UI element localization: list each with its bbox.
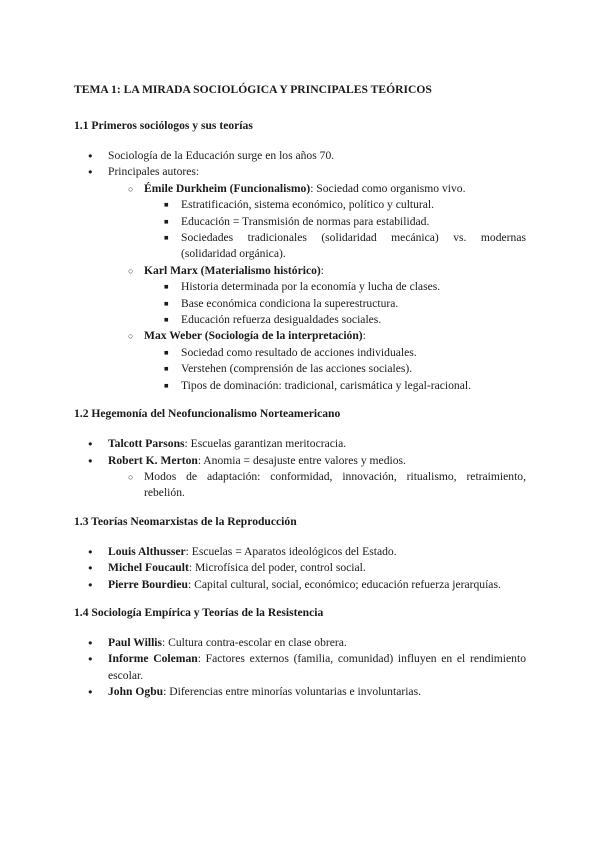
author-name: Émile Durkheim (Funcionalismo) <box>144 181 311 195</box>
list-item-text: Historia determinada por la economía y lucha de clases. <box>181 280 441 294</box>
author-name: Karl Marx (Materialismo histórico) <box>144 263 321 277</box>
section-heading: 1.1 Primeros sociólogos y sus teorías <box>74 119 253 132</box>
author-name: Talcott Parsons <box>108 437 185 451</box>
section <box>74 406 526 502</box>
list-item <box>74 635 526 651</box>
list-item <box>74 651 526 684</box>
list-item <box>74 469 526 502</box>
list-item <box>74 345 526 361</box>
list-item-text: Principales autores: <box>108 165 200 179</box>
list-item <box>74 263 526 279</box>
author-name: Michel Foucault <box>108 561 189 575</box>
list-item <box>74 296 526 312</box>
section <box>74 118 526 394</box>
bullet-list <box>74 148 526 394</box>
list-item-text: : <box>320 263 324 277</box>
author-name: Louis Althusser <box>108 544 186 558</box>
list-item <box>74 544 526 560</box>
list-item-text: Base económica condiciona la superestructura. <box>181 296 399 310</box>
list-item <box>74 214 526 230</box>
section-heading: 1.3 Teorías Neomarxistas de la Reproducción <box>74 514 297 528</box>
list-item <box>74 328 526 344</box>
list-item-text: : Capital cultural, social, económico; educación refuerza jerarquías. <box>187 577 501 591</box>
list-item-text: : Escuelas garantizan meritocracia. <box>184 437 347 451</box>
list-item-text: Sociedades tradicionales (solidaridad mecánica) vs. modernas (solidaridad orgánica). <box>181 231 526 261</box>
bullet-list <box>74 544 526 593</box>
list-item-text: : Escuelas = Aparatos ideológicos del Estado. <box>185 544 397 558</box>
list-item <box>74 378 526 394</box>
list-item-text: : Microfísica del poder, control social. <box>188 561 366 575</box>
list-item <box>74 436 526 452</box>
section <box>74 605 526 701</box>
list-item <box>74 164 526 180</box>
list-item <box>74 230 526 263</box>
list-item <box>74 560 526 576</box>
list-item-text: Estratificación, sistema económico, político y cultural. <box>181 198 435 212</box>
list-item-text: Sociología de la Educación surge en los años 70. <box>108 149 335 162</box>
bullet-list <box>74 436 526 502</box>
author-name: Informe Coleman <box>108 652 198 666</box>
list-item-text: : Sociedad como organismo vivo. <box>310 181 466 195</box>
list-item <box>74 684 526 700</box>
list-item-text: Educación = Transmisión de normas para estabilidad. <box>181 214 430 228</box>
author-name: Pierre Bourdieu <box>108 577 188 591</box>
author-name: Robert K. Merton <box>108 453 198 467</box>
list-item-text: : <box>362 329 366 343</box>
section-heading: 1.4 Sociología Empírica y Teorías de la Resistencia <box>74 605 324 619</box>
section-heading: 1.2 Hegemonía del Neofuncionalismo Norteamericano <box>74 407 341 421</box>
list-item <box>74 181 526 197</box>
list-item-text: : Factores externos (familia, comunidad) influyen en el rendimiento escolar. <box>108 652 526 682</box>
list-item <box>74 197 526 213</box>
author-name: Paul Willis <box>108 635 163 649</box>
document-title: TEMA 1: LA MIRADA SOCIOLÓGICA Y PRINCIPALES TEÓRICOS <box>74 83 432 96</box>
author-name: Max Weber (Sociología de la interpretación) <box>144 329 363 343</box>
bullet-list <box>74 635 526 701</box>
list-item-text: Modos de adaptación: conformidad, innovación, ritualismo, retraimiento, rebelión. <box>144 469 526 500</box>
list-item-text: Verstehen (comprensión de las acciones sociales). <box>181 362 413 376</box>
list-item <box>74 577 526 593</box>
list-item <box>74 148 526 164</box>
author-name: John Ogbu <box>108 685 164 699</box>
list-item-text: Tipos de dominación: tradicional, carismática y legal-racional. <box>181 378 471 392</box>
list-item-text: Educación refuerza desigualdades sociales. <box>181 313 382 327</box>
list-item-text: : Cultura contra-escolar en clase obrera. <box>162 635 347 649</box>
list-item-text: : Diferencias entre minorías voluntarias e involuntarias. <box>163 685 421 699</box>
list-item-text: : Anomia = desajuste entre valores y medios. <box>197 453 406 467</box>
list-item <box>74 279 526 295</box>
list-item <box>74 361 526 377</box>
list-item-text: Sociedad como resultado de acciones individuales. <box>181 345 417 359</box>
section <box>74 514 526 593</box>
list-item <box>74 312 526 328</box>
sections-container <box>74 118 526 701</box>
list-item <box>74 453 526 469</box>
